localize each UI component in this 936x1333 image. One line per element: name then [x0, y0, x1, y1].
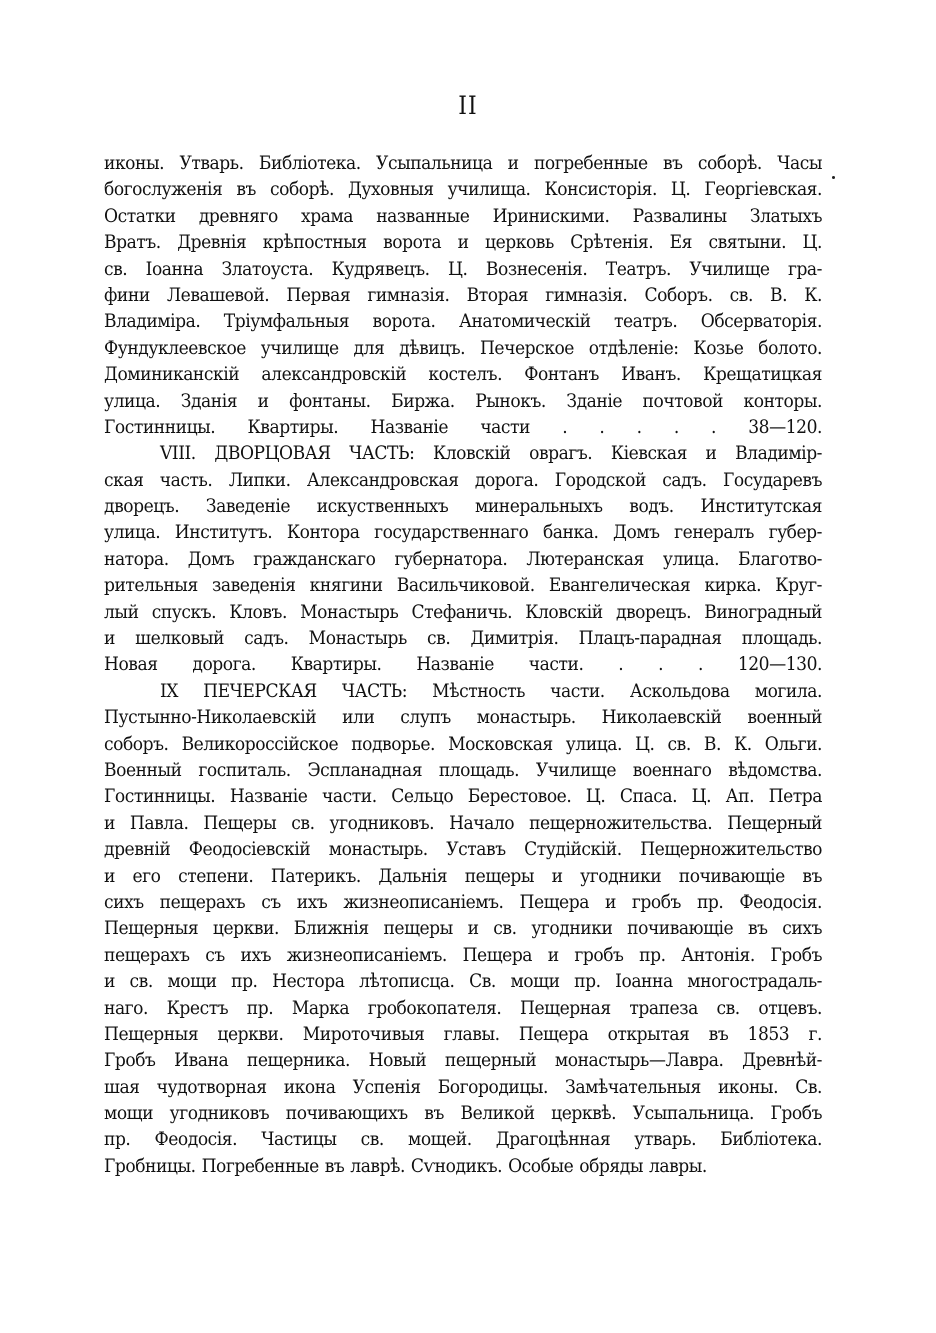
- text-line: Фундуклеевское училище для дѣвицъ. Печерское отдѣленіе: Козье болото.: [104, 336, 822, 359]
- text-line: Вратъ. Древнія крѣпостныя ворота и церковь Срѣтенія. Ея святыни. Ц.: [104, 231, 822, 254]
- text-line: улица. Зданія и фонтаны. Биржа. Рынокъ. Зданіе почтовой конторы.: [104, 389, 822, 412]
- text-line: пещерахъ съ ихъ жизнеописаніемъ. Пещера и гробъ пр. Антонія. Гробъ: [104, 943, 822, 966]
- text-line: иконы. Утварь. Библіотека. Усыпальница и погребенные въ соборѣ. Часы: [104, 152, 822, 174]
- text-line: Гробницы. Погребенные въ лаврѣ. Сѵнодикъ. Особые обряды лавры.: [104, 1154, 707, 1177]
- text-line: пр. Феодосія. Частицы св. мощей. Драгоцѣнная утварь. Библіотека.: [104, 1128, 822, 1151]
- text-line: Остатки древняго храма названные Иринискими. Развалины Златыхъ: [104, 204, 822, 227]
- text-line: богослуженія въ соборѣ. Духовныя училища. Консисторія. Ц. Георгіевская.: [104, 178, 822, 201]
- text-line: лый спускъ. Кловъ. Монастырь Стефаничь. Кловскій дворецъ. Виноградный: [104, 600, 822, 623]
- text-line: и его степени. Патерикъ. Дальнія пещеры и угодники почивающіе въ: [104, 864, 822, 887]
- text-line: Владиміра. Тріумфальныя ворота. Анатомическій театръ. Обсерваторія.: [104, 310, 822, 333]
- text-line: улица. Институтъ. Контора государственнаго банка. Домъ генералъ губер-: [104, 521, 822, 544]
- text-line: дворецъ. Заведеніе искуственныхъ минеральныхъ водъ. Институтская: [104, 495, 822, 518]
- page-number: II: [458, 92, 478, 121]
- ink-speck: [832, 176, 835, 179]
- text-line: Доминиканскій александровскій костелъ. Фонтанъ Иванъ. Крещатицкая: [104, 363, 822, 386]
- text-line: и св. мощи пр. Нестора лѣтописца. Св. мощи пр. Іоанна многострадаль-: [104, 970, 822, 993]
- text-line: наго. Крестъ пр. Марка гробокопателя. Пещерная трапеза св. отцевъ.: [104, 996, 822, 1019]
- text-line: рительныя заведенія княгини Васильчиковой. Евангелическая кирка. Круг-: [104, 574, 822, 597]
- text-line: и шелковый садъ. Монастырь св. Димитрія. Плацъ-парадная площадь.: [104, 627, 822, 650]
- section-heading-line: VIII. ДВОРЦОВАЯ ЧАСТЬ: Кловскій оврагъ. Кіевская и Владимір-: [160, 442, 822, 465]
- text-line: ская часть. Липки. Александровская дорога. Городской садъ. Государевъ: [104, 468, 822, 491]
- text-line: Пустынно-Николаевскій или слупъ монастырь. Николаевскій военный: [104, 706, 822, 729]
- text-line: древній Феодосіевскій монастырь. Уставъ Студійскій. Пещерножительство: [104, 838, 822, 861]
- text-line: мощи угодниковъ почивающихъ въ Великой церквѣ. Усыпальница. Гробъ: [104, 1102, 822, 1125]
- text-line: соборъ. Великороссійское подворье. Московская улица. Ц. св. В. К. Ольги.: [104, 732, 822, 755]
- text-line: Пещерныя церкви. Мироточивыя главы. Пещера открытая въ 1853 г.: [104, 1022, 822, 1045]
- text-line: Гостинницы. Названіе части. Сельцо Берестовое. Ц. Спаса. Ц. Ап. Петра: [104, 785, 822, 808]
- text-line: Пещерныя церкви. Ближнія пещеры и св. угодники почивающіе въ сихъ: [104, 917, 822, 940]
- text-line: шая чудотворная икона Успенія Богородицы. Замѣчательныя иконы. Св.: [104, 1075, 822, 1098]
- text-line: фини Левашевой. Первая гимназія. Вторая гимназія. Соборъ. св. В. К.: [104, 283, 822, 306]
- text-line: натора. Домъ гражданскаго губернатора. Лютеранская улица. Благотво-: [104, 547, 822, 570]
- text-line: и Павла. Пещеры св. угодниковъ. Начало пещерножительства. Пещерный: [104, 811, 822, 834]
- text-line-section-end: Новая дорога. Квартиры. Названіе части. . . . 120—130.: [104, 653, 822, 676]
- text-line: св. Іоанна Златоуста. Кудрявецъ. Ц. Вознесенія. Театръ. Училище гра-: [104, 257, 822, 280]
- text-line-section-end: Гостинницы. Квартиры. Названіе части . . . . . 38—120.: [104, 415, 822, 438]
- text-line: Военный госпиталь. Эспланадная площадь. Училище военнаго вѣдомства.: [104, 758, 822, 781]
- text-line: сихъ пещерахъ съ ихъ жизнеописаніемъ. Пещера и гробъ пр. Феодосія.: [104, 890, 822, 913]
- body-text: [104, 150, 822, 1179]
- text-line: Гробъ Ивана пещерника. Новый пещерный монастырь—Лавра. Древнѣй-: [104, 1049, 822, 1072]
- section-heading-line: IX ПЕЧЕРСКАЯ ЧАСТЬ: Мѣстность части. Аскольдова могила.: [160, 679, 822, 702]
